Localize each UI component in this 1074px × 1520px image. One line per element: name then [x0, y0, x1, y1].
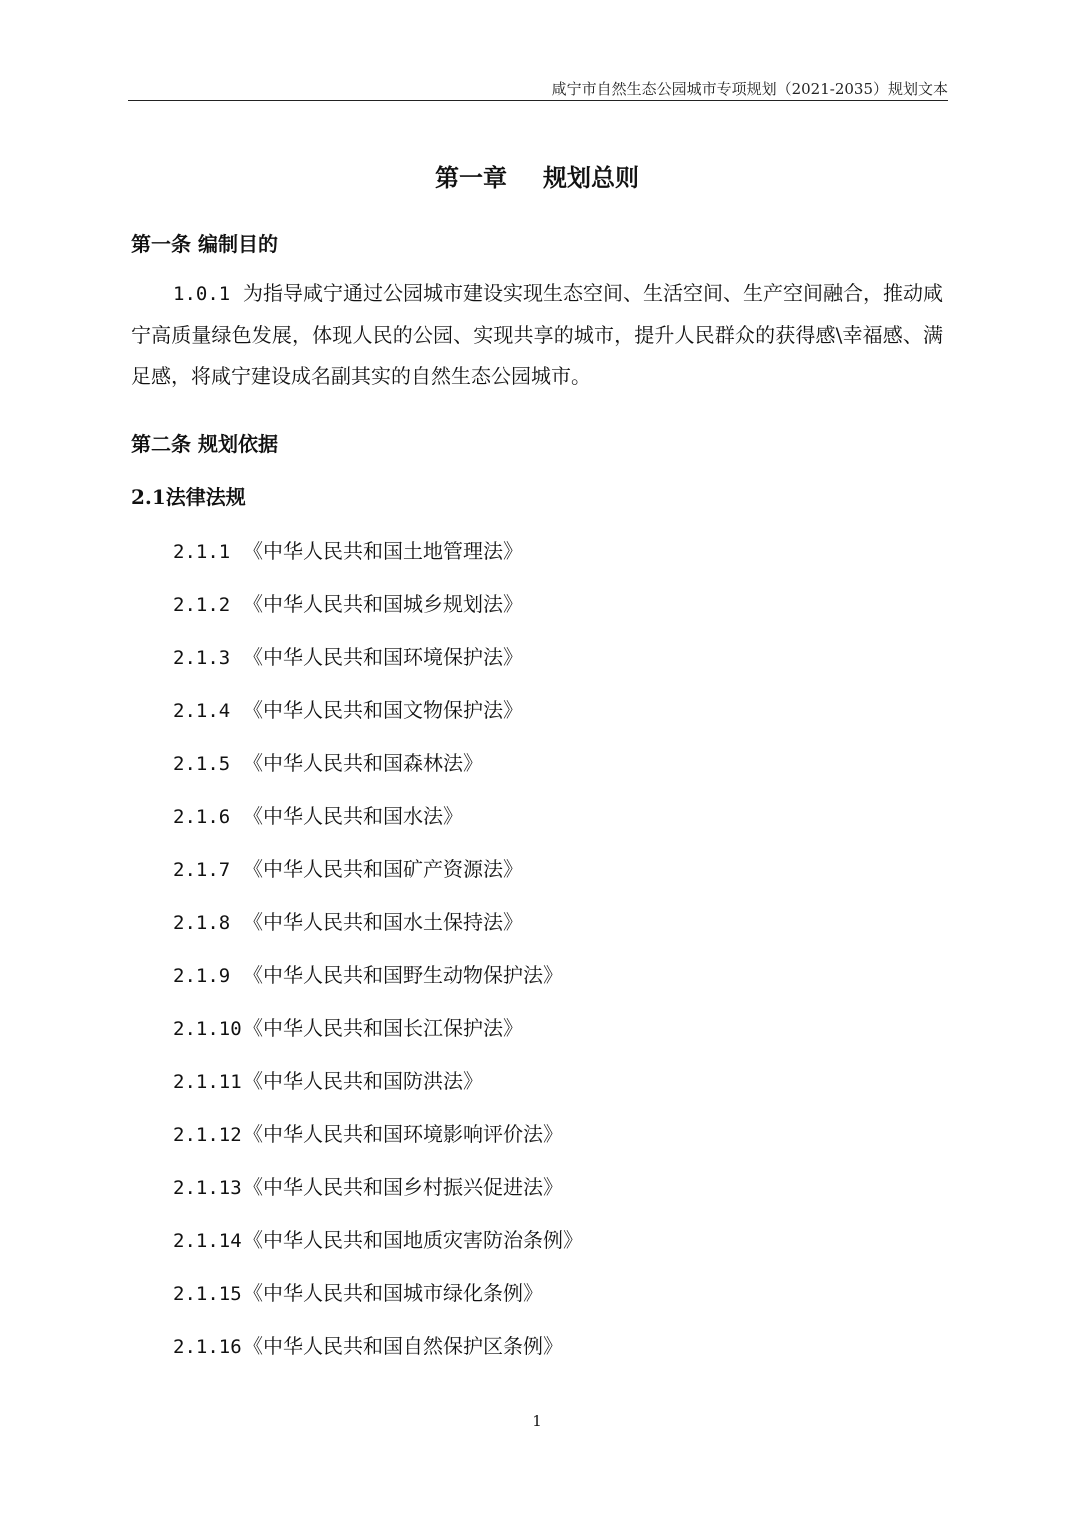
law-item-title: 《中华人民共和国野生动物保护法》: [243, 963, 563, 987]
law-item: [173, 1277, 543, 1306]
law-item-number: 2.1.3: [173, 647, 231, 669]
header-divider: [128, 100, 948, 101]
law-item-number: 2.1.14: [173, 1230, 242, 1252]
law-item-title: 《中华人民共和国地质灾害防治条例》: [243, 1228, 583, 1252]
law-item: [173, 535, 523, 564]
paragraph-number: 1.0.1: [173, 283, 231, 305]
law-item-number: 2.1.11: [173, 1071, 242, 1093]
law-item-title: 《中华人民共和国城市绿化条例》: [243, 1281, 543, 1305]
law-item-number: 2.1.4: [173, 700, 231, 722]
running-header: 咸宁市自然生态公园城市专项规划（2021-2035）规划文本: [551, 80, 948, 98]
law-item: [173, 1012, 523, 1041]
law-item: [173, 959, 563, 988]
law-item-number: 2.1.9: [173, 965, 231, 987]
law-item-number: 2.1.5: [173, 753, 231, 775]
law-item: [173, 588, 523, 617]
law-item-number: 2.1.12: [173, 1124, 242, 1146]
law-item: [173, 1118, 563, 1147]
law-item-number: 2.1.1: [173, 541, 231, 563]
law-item-title: 《中华人民共和国水土保持法》: [243, 910, 523, 934]
page-number: 1: [532, 1412, 542, 1430]
law-item-title: 《中华人民共和国环境保护法》: [243, 645, 523, 669]
law-item-number: 2.1.8: [173, 912, 231, 934]
law-item-title: 《中华人民共和国乡村振兴促进法》: [243, 1175, 563, 1199]
law-item-title: 《中华人民共和国长江保护法》: [243, 1016, 523, 1040]
law-item-title: 《中华人民共和国防洪法》: [243, 1069, 483, 1093]
article-2-heading: 第二条 规划依据: [131, 432, 278, 456]
law-item-title: 《中华人民共和国森林法》: [243, 751, 483, 775]
article-1-heading: 第一条 编制目的: [131, 232, 278, 256]
law-item: [173, 641, 523, 670]
chapter-name: 规划总则: [543, 163, 639, 192]
law-item: [173, 1330, 563, 1359]
law-item: [173, 1065, 483, 1094]
law-item-title: 《中华人民共和国环境影响评价法》: [243, 1122, 563, 1146]
law-item: [173, 1224, 583, 1253]
article-1-paragraph: [131, 273, 943, 397]
law-item-number: 2.1.7: [173, 859, 231, 881]
law-item-number: 2.1.16: [173, 1336, 242, 1358]
law-item-title: 《中华人民共和国土地管理法》: [243, 539, 523, 563]
law-item: [173, 800, 463, 829]
paragraph-text: 为指导咸宁通过公园城市建设实现生态空间、生活空间、生产空间融合，推动咸宁高质量绿色发展，体现人民的公园、实现共享的城市，提升人民群众的获得感\幸福感、满足感，将咸宁建设成名副其实的自然生态公园城市。: [131, 281, 944, 388]
law-item: [173, 1171, 563, 1200]
law-item-title: 《中华人民共和国城乡规划法》: [243, 592, 523, 616]
chapter-number: 第一章: [435, 163, 507, 192]
law-item: [173, 906, 523, 935]
law-item-title: 《中华人民共和国矿产资源法》: [243, 857, 523, 881]
law-item-title: 《中华人民共和国自然保护区条例》: [243, 1334, 563, 1358]
law-item-number: 2.1.10: [173, 1018, 242, 1040]
section-heading-laws: 2.1法律法规: [131, 485, 246, 509]
law-item-title: 《中华人民共和国水法》: [243, 804, 463, 828]
chapter-title: [0, 158, 1074, 193]
law-item-title: 《中华人民共和国文物保护法》: [243, 698, 523, 722]
law-item-number: 2.1.2: [173, 594, 231, 616]
law-item: [173, 853, 523, 882]
law-item-number: 2.1.15: [173, 1283, 242, 1305]
law-item-number: 2.1.6: [173, 806, 231, 828]
law-item: [173, 694, 523, 723]
law-item-number: 2.1.13: [173, 1177, 242, 1199]
law-item: [173, 747, 483, 776]
